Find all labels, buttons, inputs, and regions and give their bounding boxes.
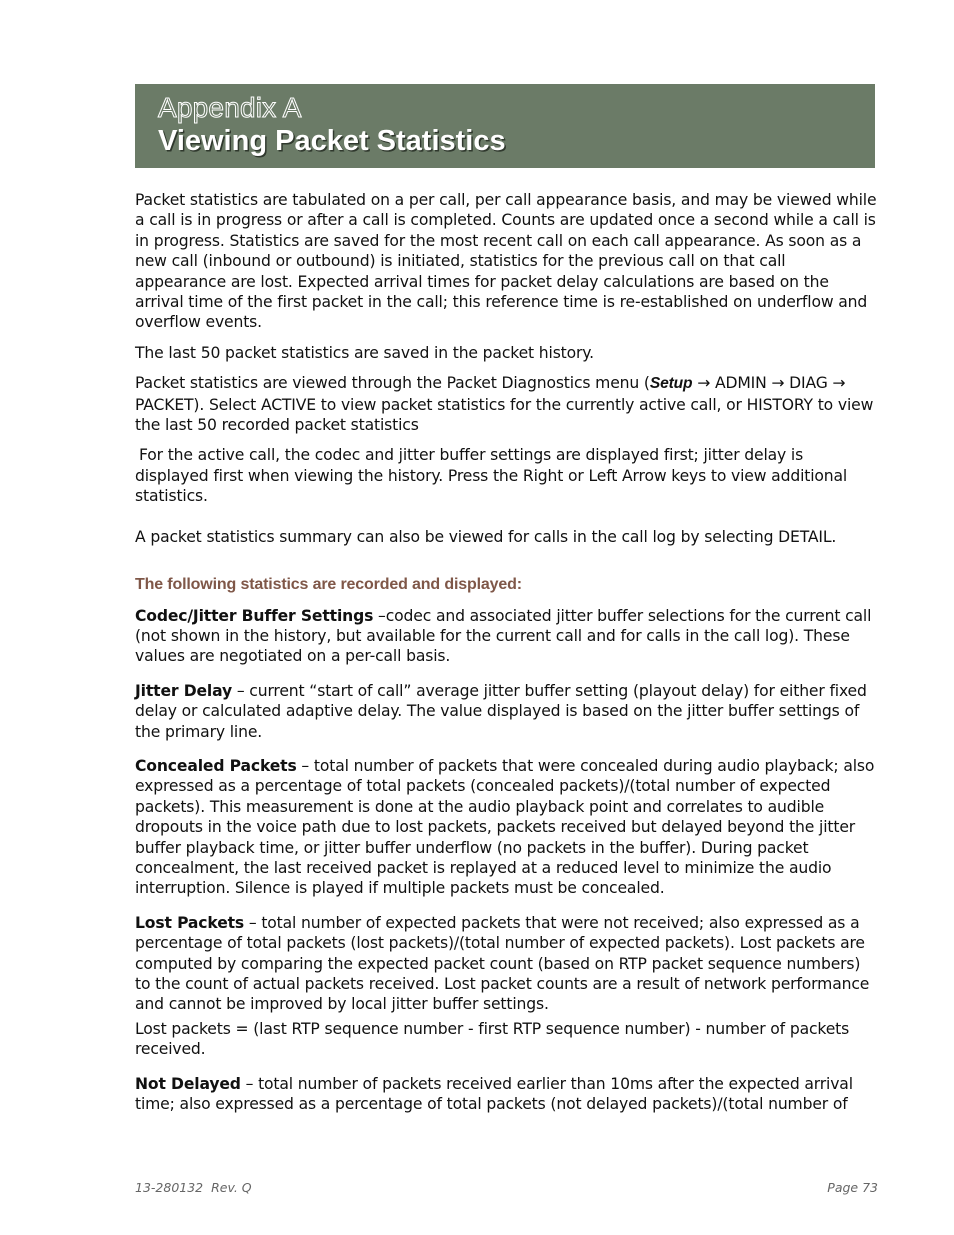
intro-paragraph-3 — [135, 373, 877, 435]
definition-concealed-packets — [135, 756, 877, 899]
definition-term: Not Delayed — [135, 1074, 241, 1093]
page-number: Page 73 — [827, 1180, 878, 1195]
intro-paragraph-4 — [135, 445, 877, 506]
intro-paragraph-2: The last 50 packet statistics are saved in the packet history. — [135, 343, 594, 362]
definition-term: Lost Packets — [135, 913, 245, 932]
intro-paragraph-4-text: For the active call, the codec and jitter buffer settings are displayed first; jitter delay is displayed first when viewing the history. Press the Right or Left Arrow keys to view additional statistics. — [135, 446, 848, 506]
definition-term: Concealed Packets — [135, 756, 297, 775]
document-body — [135, 190, 877, 1124]
definition-text: –codec and associated jitter buffer selections for the current call (not shown in the history, but available for the current call and for calls in the call log). These values are negotiated on a per-call basis. — [135, 606, 872, 666]
definition-text: – total number of packets received earlier than 10ms after the expected arrival time; also expressed as a percentage of total packets (not delayed packets)/(total number of — [135, 1074, 853, 1114]
appendix-label: Appendix A — [158, 92, 302, 123]
page-title: Viewing Packet Statistics — [158, 125, 506, 157]
document-number: 13-280132 Rev. Q — [135, 1180, 252, 1195]
definition-lost-packets — [135, 913, 877, 1015]
chapter-banner — [135, 84, 875, 168]
definition-term: Jitter Delay — [135, 681, 233, 700]
intro-paragraph-1: Packet statistics are tabulated on a per call, per call appearance basis, and may be viewed while a call is in progress or after a call is completed. Counts are updated once a second while a call is in progress. Statistics are saved for the most recent call on each call appearance. As soon as a new call (inbound or outbound) is initiated, statistics for the previous call on that call appearance are lost. Expected arrival times for packet delay calculations are based on the arrival time of the first packet in the call; this reference time is re-established on underflow and overflow events. — [135, 191, 877, 332]
definition-jitter-delay — [135, 681, 877, 742]
section-heading: The following statistics are recorded and displayed: — [135, 576, 522, 594]
menu-path-intro: Packet statistics are viewed through the Packet Diagnostics menu ( — [135, 374, 650, 393]
definition-text: – current “start of call” average jitter buffer setting (playout delay) for either fixed delay or calculated adaptive delay. The value displayed is based on the jitter buffer settings of the primary line. — [135, 681, 867, 741]
menu-path-rest: → ADMIN → DIAG → PACKET). Select ACTIVE to view packet statistics for the currently active call, or HISTORY to view the last 50 recorded packet statistics — [135, 374, 874, 435]
setup-key-label: Setup — [649, 375, 693, 393]
definition-codec-jitter — [135, 606, 877, 667]
lost-packets-formula: Lost packets = (last RTP sequence number - first RTP sequence number) - number of packets received. — [135, 1019, 850, 1059]
definition-text: – total number of packets that were concealed during audio playback; also expressed as a percentage of total packets (concealed packets)/(total number of expected packets). This measurement is done at the audio playback point and correlates to audible dropouts in the voice path due to lost packets, packets received but delayed beyond the jitter buffer playback time, or jitter buffer underflow (no packets in the buffer). During packet concealment, the last received packet is replayed at a reduced level to minimize the audio interruption. Silence is played if multiple packets must be concealed. — [135, 756, 875, 898]
definition-not-delayed — [135, 1074, 877, 1115]
definition-text: – total number of expected packets that were not received; also expressed as a percentage of total packets (lost packets)/(total number of expected packets). Lost packets are computed by comparing the expected packet count (based on RTP packet sequence numbers) to the count of actual packets received. Lost packet counts are a result of network performance and cannot be improved by local jitter buffer settings. — [135, 913, 870, 1014]
intro-paragraph-5: A packet statistics summary can also be viewed for calls in the call log by selecting DETAIL. — [135, 527, 837, 546]
definition-term: Codec/Jitter Buffer Settings — [135, 606, 374, 625]
